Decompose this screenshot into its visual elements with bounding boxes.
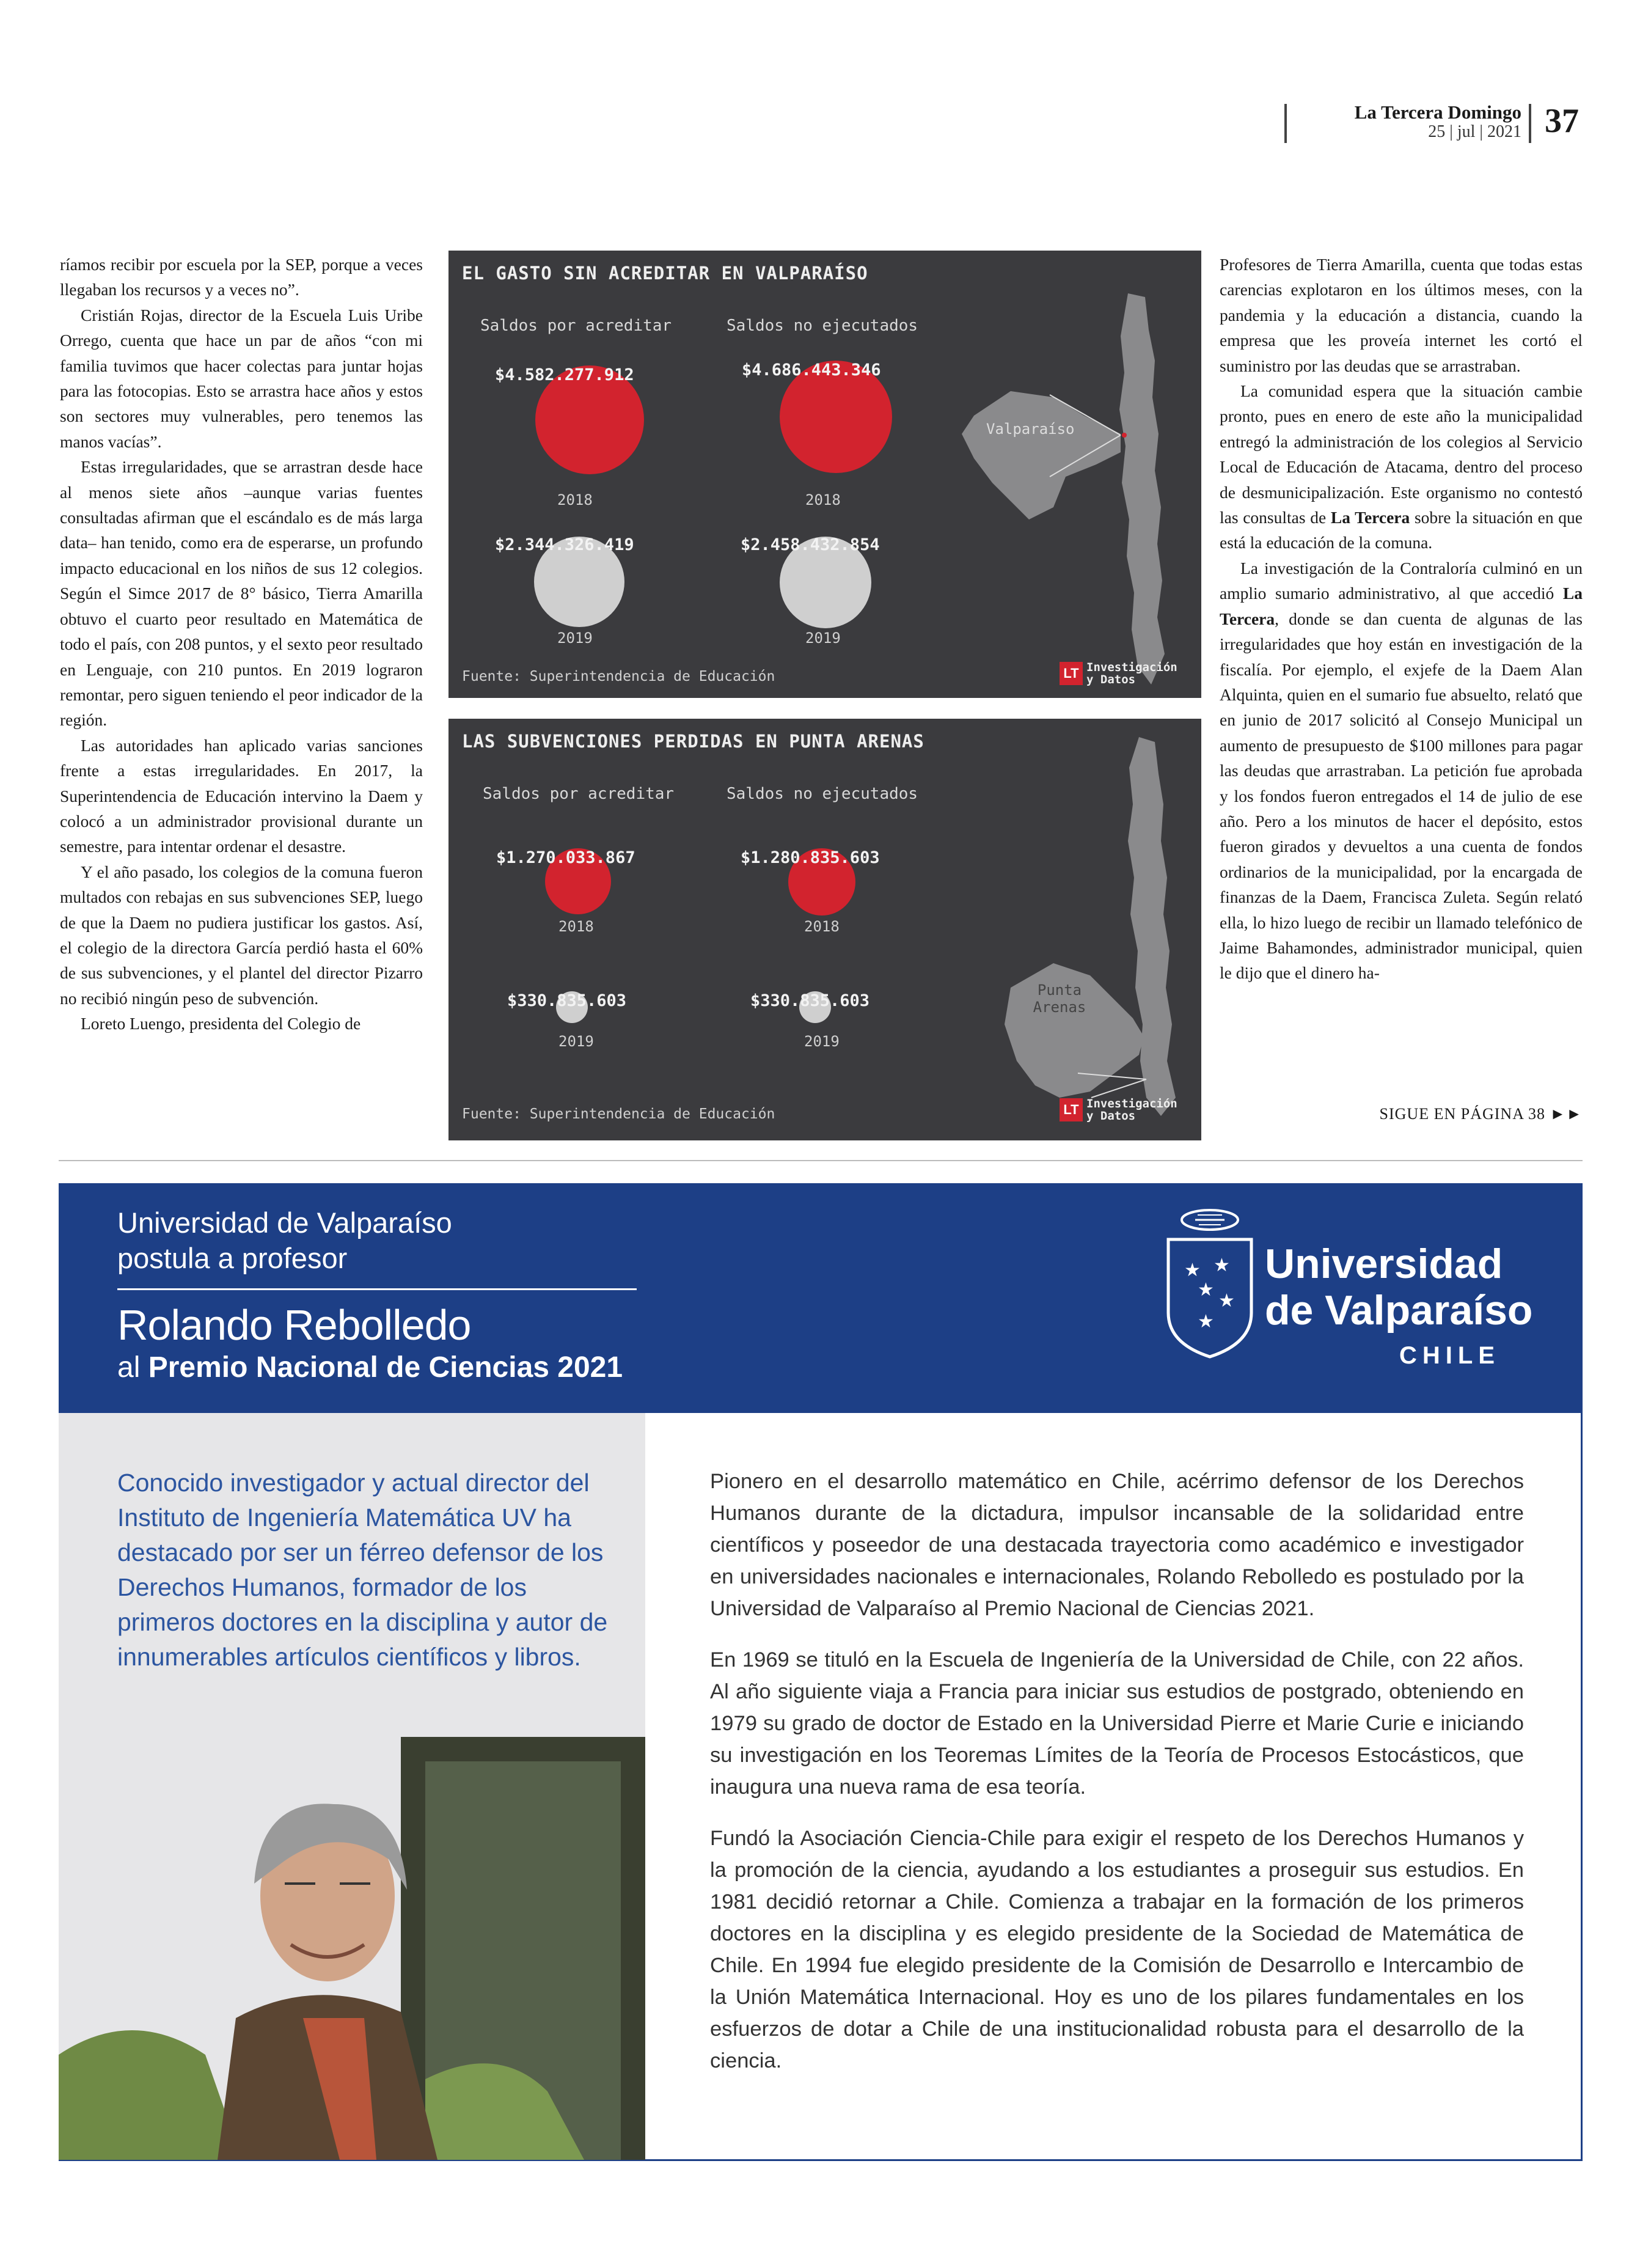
paragraph: Estas irregularidades, que se arrastran desde hace al menos siete años –aunque varias fuentes consultadas afirman que el escándalo es de más larga data– han tenido, como era de esperarse, un profundo impacto educacional en los niños de sus 12 colegios. Según el Simce 2017 de 8° básico, Tierra Amarilla obtuvo el cuarto peor resultado en Matemática de todo el país, con 208 puntos, y el sexto peor resultado en Lenguaje, con 210 puntos. En 2019 lograron remontar, pero siguen teniendo el peor indicador de la región.	[60, 457, 423, 730]
value-col2-2018: $1.280.835.603	[741, 848, 880, 867]
ad-heading	[117, 1205, 452, 1276]
university-country: CHILE	[1399, 1342, 1500, 1369]
award-name	[117, 1351, 623, 1384]
award-title: Premio Nacional de Ciencias 2021	[148, 1351, 623, 1384]
label-saldos-por-acreditar: Saldos por acreditar	[483, 785, 675, 803]
chile-map-icon	[937, 275, 1194, 697]
paragraph: Loreto Luengo, presidenta del Colegio de	[81, 1014, 361, 1033]
year-label: 2019	[557, 629, 593, 647]
year-label: 2019	[805, 629, 841, 647]
article-left-column	[60, 252, 423, 1037]
svg-text:★: ★	[1198, 1279, 1214, 1301]
university-shield-icon	[1161, 1203, 1259, 1362]
year-label: 2018	[805, 491, 841, 508]
label-saldos-no-ejecutados: Saldos no ejecutados	[727, 785, 918, 803]
brand-name: La Tercera	[1330, 508, 1410, 527]
university-name-line: de Valparaíso	[1265, 1287, 1533, 1334]
text-run: La investigación de la Contraloría culminó en un amplio sumario administrativo, al que accedió	[1220, 558, 1583, 603]
lt-logo-text: Investigación y Datos	[1086, 661, 1177, 686]
lt-logo	[1060, 1097, 1177, 1123]
award-prefix: al	[117, 1351, 148, 1384]
lt-logo-icon: LT	[1060, 1098, 1083, 1121]
infographic-punta-arenas	[448, 719, 1201, 1140]
map-label: Punta Arenas	[1033, 982, 1086, 1016]
ad-paragraph: Fundó la Asociación Ciencia-Chile para exigir el respeto de los Derechos Humanos y la promoción de la ciencia, ayudando a los estudiantes a proseguir sus estudios. En 1981 decidió retornar a Chile. Comienza a trabajar en la formación de los primeros doctores en la disciplina y es elegido presidente de la Sociedad de Matemática de Chile. En 1994 fue elegido presidente de la Comisión de Desarrollo e Intercambio de la Unión Matemática Internacional. Hoy es uno de los pilares fundamentales en los esfuerzos de dotar a Chile de una institucionalidad robusta para el desarrollo de la ciencia.	[710, 1827, 1524, 2072]
year-label: 2018	[804, 918, 840, 935]
paragraph: ríamos recibir por escuela por la SEP, porque a veces llegaban los recursos y a veces no”.	[60, 255, 423, 299]
text-run: , donde se dan cuenta de algunas de las irregularidades que hoy están en investigación de la fiscalía. Por ejemplo, el exjefe de la Daem Alan Alquinta, quien en el sumario fue absuelto, relató que en junio de 2017 solicitó al Consejo Municipal un aumento de presupuesto de $100 millones para pagar las deudas que arrastraban. La petición fue aprobada y los fondos fueron entregados el 14 de julio de ese año. Pero a los minutos de hacer el depósito, estos fueron girados y devueltos a una cuenta de fondos ordinarios de la municipalidad, por la encargada de finanzas de la Daem, Francisca Zuleta. Según relató ella, lo hizo luego de recibir un llamado telefónico de Jaime Bahamondes, administrador municipal, quien le dijo que el dinero ha-	[1220, 609, 1583, 983]
ad-body	[710, 1466, 1524, 2096]
section-divider	[59, 1160, 1583, 1161]
paragraph	[1220, 378, 1583, 556]
paragraph: Profesores de Tierra Amarilla, cuenta que todas estas carencias explotaron en los últimos meses, con la pandemia y la educación a distancia, cuando la empresa que les proveía internet les cortó el suministro por las deudas que se arrastraban.	[1220, 255, 1583, 375]
university-logotype	[1265, 1241, 1532, 1334]
page-number: 37	[1545, 102, 1579, 140]
ad-paragraph: En 1969 se tituló en la Escuela de Ingeniería de la Universidad de Chile, con 22 años. Al año siguiente viaja a Francia para iniciar sus estudios de postgrado, obteniendo en 1979 su grado de doctor de Estado en la Universidad Pierre et Marie Curie e iniciando su investigación en los Teoremas Límites de la Teoría de Procesos Estocásticos, que inaugura una nueva rama de esa teoría.	[710, 1648, 1524, 1799]
publication-date: 25 | jul | 2021	[1428, 122, 1521, 141]
ad-heading-line: postula a profesor	[117, 1242, 348, 1274]
header-divider	[1284, 104, 1287, 143]
ad-divider	[117, 1288, 637, 1290]
lt-logo	[1060, 661, 1177, 686]
ad-heading-line: Universidad de Valparaíso	[117, 1206, 452, 1239]
value-col1-2018: $4.582.277.912	[495, 365, 634, 384]
candidate-name: Rolando Rebolledo	[117, 1301, 471, 1349]
paragraph	[1220, 556, 1583, 986]
ad-quote: Conocido investigador y actual director del Instituto de Ingeniería Matemática UV ha destacado por ser un férreo defensor de los Derechos Humanos, formador de los primeros doctores en la disciplina y autor de innumerables artículos científicos y libros.	[117, 1469, 608, 1671]
label-saldos-por-acreditar: Saldos por acreditar	[480, 317, 672, 335]
svg-text:★: ★	[1214, 1255, 1230, 1276]
year-label: 2019	[558, 1033, 594, 1050]
paragraph: Las autoridades han aplicado varias sanciones frente a estas irregularidades. En 2017, la Superintendencia de Educación intervino la Daem y colocó a un administrador provisional durante un semestre, para intentar ordenar el desastre.	[60, 735, 423, 856]
text-run: sobre la situación en que está la educación de la comuna.	[1220, 508, 1583, 552]
svg-text:★: ★	[1218, 1290, 1235, 1312]
chile-map-icon	[986, 731, 1194, 1122]
lt-logo-icon: LT	[1060, 662, 1083, 685]
article-right-column	[1220, 252, 1583, 986]
value-col2-2018: $4.686.443.346	[742, 361, 881, 380]
continue-link[interactable]: SIGUE EN PÁGINA 38 ►►	[1379, 1105, 1583, 1123]
svg-text:★: ★	[1198, 1311, 1214, 1332]
paragraph: Y el año pasado, los colegios de la comuna fueron multados con rebajas en sus subvenciones SEP, luego de que la Daem no pudiera justificar los gastos. Así, el colegio de la directora García perdió hasta el 60% de sus subvenciones, y el plantel del director Pizarro no recibió ningún peso de subvención.	[60, 862, 423, 1008]
infographic-valparaiso	[448, 251, 1201, 698]
infographic-source: Fuente: Superintendencia de Educación	[462, 669, 775, 684]
value-col2-2019: $2.458.432.854	[741, 535, 880, 554]
university-name-line: Universidad	[1265, 1241, 1503, 1287]
year-label: 2019	[804, 1033, 840, 1050]
text-run: La comunidad espera que la situación cambie pronto, pues en enero de este año la municipalidad entregó la administración de los colegios al Servicio Local de Educación de Atacama, dentro del proceso de desmunicipalización. Este organismo no contestó las consultas de	[1220, 381, 1583, 527]
value-col1-2019: $330.835.603	[507, 991, 627, 1010]
label-saldos-no-ejecutados: Saldos no ejecutados	[727, 317, 918, 335]
infographic-source: Fuente: Superintendencia de Educación	[462, 1106, 775, 1122]
brand-name: La Tercera	[1220, 584, 1583, 628]
infographic-title: LAS SUBVENCIONES PERDIDAS EN PUNTA ARENAS	[462, 731, 924, 752]
candidate-portrait-photo	[59, 1712, 645, 2160]
header-divider-2	[1529, 104, 1531, 143]
svg-text:★: ★	[1184, 1260, 1201, 1281]
value-col1-2019: $2.344.326.419	[495, 535, 634, 554]
map-label: Valparaíso	[986, 420, 1075, 438]
lt-logo-text: Investigación y Datos	[1086, 1097, 1177, 1123]
value-col1-2018: $1.270.033.867	[496, 848, 635, 867]
year-label: 2018	[558, 918, 594, 935]
publication-name: La Tercera Domingo	[1354, 101, 1521, 123]
value-col2-2019: $330.835.603	[750, 991, 870, 1010]
year-label: 2018	[557, 491, 593, 508]
infographic-title: EL GASTO SIN ACREDITAR EN VALPARAÍSO	[462, 263, 868, 284]
ad-paragraph: Pionero en el desarrollo matemático en Chile, acérrimo defensor de los Derechos Humanos durante de la dictadura, impulsor incansable de la solidaridad entre científicos y poseedor de una destacada trayectoria como académico e investigador en universidades nacionales e internacionales, Rolando Rebolledo es postulado por la Universidad de Valparaíso al Premio Nacional de Ciencias 2021.	[710, 1470, 1524, 1620]
paragraph: Cristián Rojas, director de la Escuela Luis Uribe Orrego, cuenta que hace un par de años “con mi familia tuvimos que hacer colectas para juntar hojas para las fotocopias. Esto se arrastra hace años y estos son sectores muy vulnerables, pero tenemos las manos vacías”.	[60, 305, 423, 451]
